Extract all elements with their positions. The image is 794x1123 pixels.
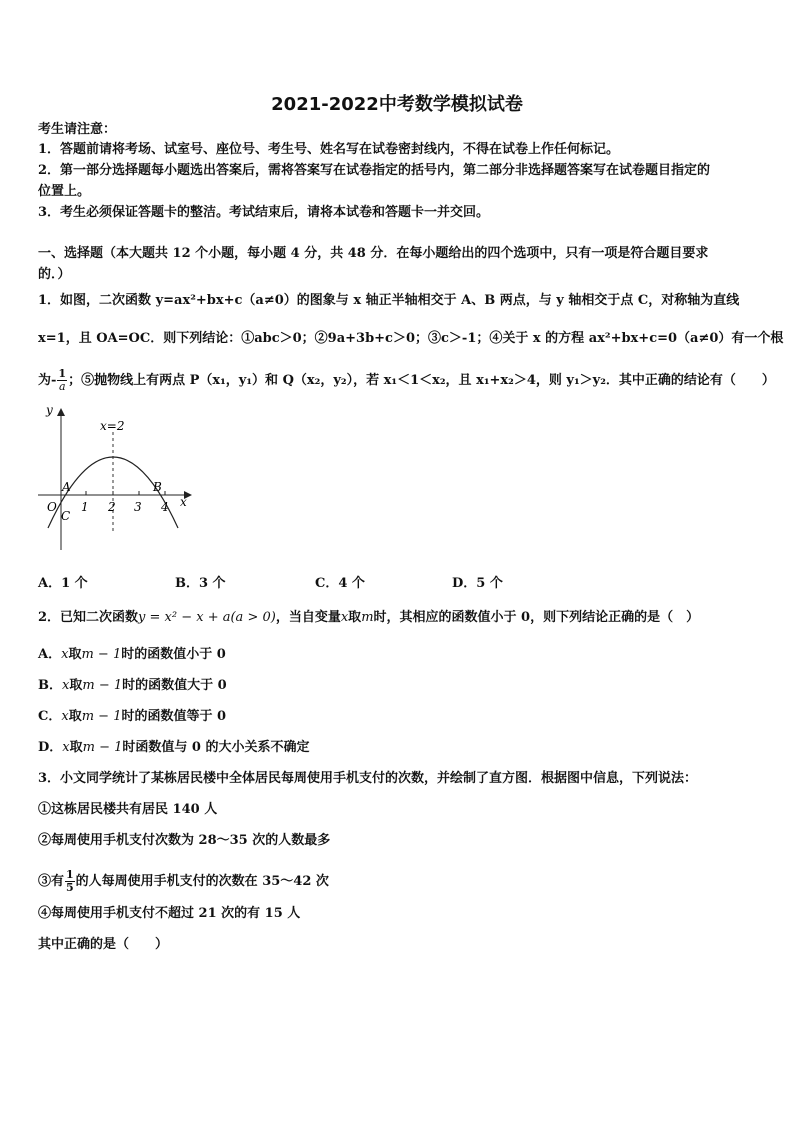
q2-stem-pre: 2．已知二次函数 xyxy=(38,610,139,625)
q3-statement-3-post: 的人每周使用手机支付的次数在 35～42 次 xyxy=(75,874,329,889)
q1-option-d[interactable]: D．5 个 xyxy=(452,576,503,591)
section-heading: 一、选择题（本大题共 12 个小题，每小题 4 分，共 48 分．在每小题给出的四个选项中，只有一项是符合题目要求 xyxy=(38,246,709,261)
q2-stem-mid1: ，当自变量 xyxy=(275,610,341,625)
q1-option-a[interactable]: A．1 个 xyxy=(38,576,88,591)
q2-option-a-expr: m − 1 xyxy=(81,647,122,662)
q1-parabola-graph xyxy=(34,398,204,558)
q2-option-b[interactable] xyxy=(38,677,227,695)
notice-item-3: 3．考生必须保证答题卡的整洁。考试结束后，请将本试卷和答题卡一并交回。 xyxy=(38,205,490,220)
q1-line-3-post: ；⑤抛物线上有两点 P（x₁，y₁）和 Q（x₂，y₂），若 x₁＜1＜x₂，且 x₁+x₂＞4，则 y₁＞y₂．其中正确的结论有（ ） xyxy=(68,373,775,388)
q2-stem-post: 时，其相应的函数值小于 0，则下列结论正确的是（ ） xyxy=(373,610,700,625)
q2-stem-mid2: 取 xyxy=(348,610,362,625)
q3-question: 其中正确的是（ ） xyxy=(38,937,169,952)
q2-option-d-take: 取 xyxy=(69,740,83,755)
q2-var-x: x xyxy=(340,610,349,625)
q2-option-a[interactable] xyxy=(38,646,226,664)
q3-fraction xyxy=(65,869,75,894)
tick-label-3: 3 xyxy=(134,500,142,514)
q2-function: y = x² − x + a(a > 0) xyxy=(138,610,276,625)
point-a-label: A xyxy=(62,480,71,494)
q2-option-b-text: 时的函数值大于 0 xyxy=(122,678,227,693)
q1-fraction-den: a xyxy=(58,380,66,393)
notice-item-2: 2．第一部分选择题每小题选出答案后，需将答案写在试卷指定的括号内，第二部分非选择题答案写在试卷题目指定的 xyxy=(38,163,711,178)
q2-option-c-expr: m − 1 xyxy=(81,709,122,724)
q2-option-a-text: 时的函数值小于 0 xyxy=(121,647,226,662)
notice-item-1: 1．答题前请将考场、试室号、座位号、考生号、姓名写在试卷密封线内，不得在试卷上作任何标记。 xyxy=(38,142,620,157)
notice-item-2-cont: 位置上。 xyxy=(38,184,91,199)
q2-option-c-label: C． xyxy=(38,709,62,724)
q2-option-a-x: x xyxy=(61,647,69,662)
section-heading-cont: 的．） xyxy=(38,267,71,282)
q3-fraction-den: 5 xyxy=(66,881,74,894)
q2-option-d[interactable] xyxy=(38,739,310,757)
q2-var-m: m xyxy=(361,610,374,625)
tick-label-1: 1 xyxy=(81,500,89,514)
q2-option-c-take: 取 xyxy=(68,709,82,724)
x-axis-label: x xyxy=(180,495,187,509)
point-b-label: B xyxy=(153,480,162,494)
q1-line-1: 1．如图，二次函数 y=ax²+bx+c（a≠0）的图象与 x 轴正半轴相交于 A、B 两点，与 y 轴相交于点 C，对称轴为直线 xyxy=(38,293,740,308)
q2-option-a-take: 取 xyxy=(68,647,82,662)
point-c-label: C xyxy=(61,509,71,523)
symmetry-line-label: x=2 xyxy=(100,419,125,433)
q2-option-c-text: 时的函数值等于 0 xyxy=(121,709,227,724)
q3-statement-2: ②每周使用手机支付次数为 28～35 次的人数最多 xyxy=(38,833,331,848)
q3-statement-1: ①这栋居民楼共有居民 140 人 xyxy=(38,802,218,817)
q1-option-b[interactable]: B．3 个 xyxy=(175,576,226,591)
tick-label-2: 2 xyxy=(108,500,116,514)
page-title: 2021-2022中考数学模拟试卷 xyxy=(271,94,523,115)
q2-option-b-label: B． xyxy=(38,678,62,693)
tick-label-4: 4 xyxy=(161,500,169,514)
y-axis-arrow xyxy=(57,408,65,416)
q1-fraction-num: 1 xyxy=(58,367,67,380)
q2-option-d-text: 时函数值与 0 的大小关系不确定 xyxy=(122,740,310,755)
q1-line-3 xyxy=(38,368,775,393)
q1-line-3-pre: 为- xyxy=(38,373,57,388)
q3-statement-4: ④每周使用手机支付不超过 21 次的有 15 人 xyxy=(38,906,301,921)
origin-label: O xyxy=(47,500,57,514)
q2-option-c[interactable] xyxy=(38,708,226,726)
q2-stem xyxy=(38,609,699,627)
q3-stem: 3．小文同学统计了某栋居民楼中全体居民每周使用手机支付的次数，并绘制了直方图．根据图中信息，下列说法： xyxy=(38,771,698,786)
q1-line-2: x=1，且 OA=OC．则下列结论：①abc＞0；②9a+3b+c＞0；③c＞-1；④关于 x 的方程 ax²+bx+c=0（a≠0）有一个根 xyxy=(38,331,784,346)
q1-fraction xyxy=(57,368,67,393)
q2-option-d-expr: m − 1 xyxy=(82,740,123,755)
q1-option-c[interactable]: C．4 个 xyxy=(315,576,365,591)
q3-statement-3 xyxy=(38,869,329,894)
q2-option-b-take: 取 xyxy=(69,678,83,693)
y-axis-label: y xyxy=(46,403,53,417)
q2-option-b-expr: m − 1 xyxy=(82,678,123,693)
q2-option-c-x: x xyxy=(61,709,69,724)
q2-option-b-x: x xyxy=(62,678,70,693)
q2-option-d-x: x xyxy=(62,740,70,755)
q2-option-d-label: D． xyxy=(38,740,63,755)
q3-statement-3-pre: ③有 xyxy=(38,874,65,889)
notice-heading: 考生请注意： xyxy=(38,122,117,137)
q3-fraction-num: 1 xyxy=(66,868,74,881)
q2-option-a-label: A． xyxy=(38,647,62,662)
